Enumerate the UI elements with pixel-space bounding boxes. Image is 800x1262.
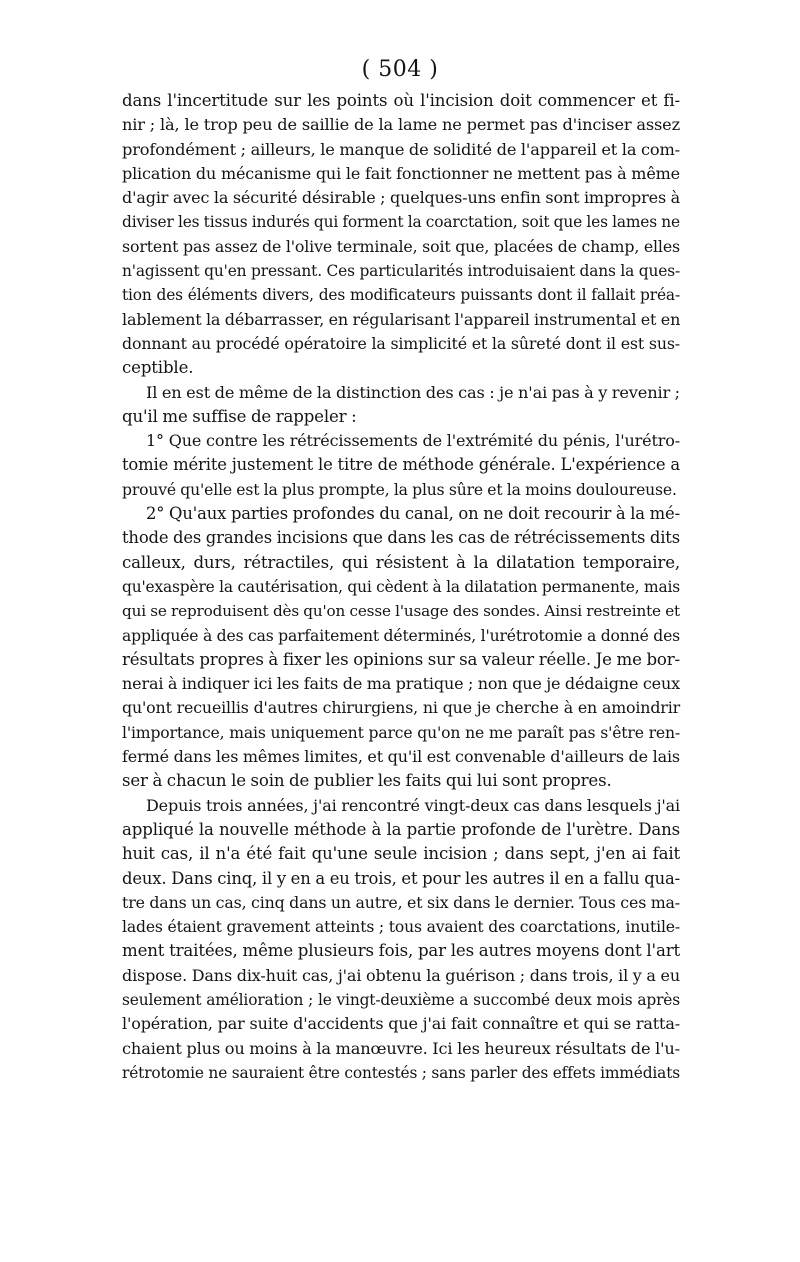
text-line: tomie mérite justement le titre de méthode générale. L'expérience a: [122, 455, 680, 475]
text-line: donnant au procédé opératoire la simplicité et la sûreté dont il est sus-: [122, 333, 680, 353]
text-line: résultats propres à fixer les opinions sur sa valeur réelle. Je me bor-: [122, 649, 680, 669]
text-line: chaient plus ou moins à la manœuvre. Ici les heureux résultats de l'u-: [122, 1038, 680, 1058]
text-line: Il en est de même de la distinction des cas : je n'ai pas à y revenir ;: [146, 382, 680, 402]
text-line: tion des éléments divers, des modificateurs puissants dont il fallait préa-: [122, 286, 680, 305]
text-line: l'opération, par suite d'accidents que j'ai fait connaître et qui se ratta-: [122, 1014, 680, 1034]
page-number: ( 504 ): [361, 57, 439, 82]
text-line: sortent pas assez de l'olive terminale, soit que, placées de champ, elles: [122, 236, 680, 256]
text-line: d'agir avec la sécurité désirable ; quelques-uns enfin sont impropres à: [122, 188, 680, 208]
body-text: [122, 89, 680, 1085]
text-line: tre dans un cas, cinq dans un autre, et six dans le dernier. Tous ces ma-: [122, 892, 680, 912]
text-line: 2° Qu'aux parties profondes du canal, on ne doit recourir à la mé-: [146, 504, 680, 524]
text-line: qu'il me suffise de rappeler :: [122, 406, 357, 426]
text-line: calleux, durs, rétractiles, qui résistent à la dilatation temporaire,: [122, 552, 680, 572]
text-line: huit cas, il n'a été fait qu'une seule incision ; dans sept, j'en ai fait: [122, 844, 680, 864]
text-line: rétrotomie ne sauraient être contestés ; sans parler des effets immédiats: [122, 1063, 680, 1082]
text-line: prouvé qu'elle est la plus prompte, la plus sûre et la moins douloureuse.: [122, 480, 677, 499]
text-line: qu'exaspère la cautérisation, qui cèdent à la dilatation permanente, mais: [122, 577, 680, 596]
text-line: fermé dans les mêmes limites, et qu'il est convenable d'ailleurs de lais: [122, 747, 680, 767]
text-line: qu'ont recueillis d'autres chirurgiens, ni que je cherche à en amoindrir: [122, 698, 680, 718]
text-line: l'importance, mais uniquement parce qu'on ne me paraît pas s'être ren-: [122, 723, 680, 742]
text-line: ment traitées, même plusieurs fois, par les autres moyens dont l'art: [122, 941, 680, 961]
text-line: nir ; là, le trop peu de saillie de la lame ne permet pas d'inciser assez: [122, 115, 680, 135]
text-line: nerai à indiquer ici les faits de ma pratique ; non que je dédaigne ceux: [122, 674, 680, 694]
text-line: appliqué la nouvelle méthode à la partie profonde de l'urètre. Dans: [122, 819, 680, 839]
text-line: lades étaient gravement atteints ; tous avaient des coarctations, inutile-: [122, 918, 680, 937]
text-line: lablement la débarrasser, en régularisant l'appareil instrumental et en: [122, 309, 681, 329]
text-line: ceptible.: [122, 358, 194, 378]
text-line: deux. Dans cinq, il y en a eu trois, et pour les autres il en a fallu qua-: [122, 868, 680, 888]
text-line: dans l'incertitude sur les points où l'incision doit commencer et fi-: [122, 91, 680, 110]
text-line: diviser les tissus indurés qui forment la coarctation, soit que les lames ne: [122, 213, 680, 232]
text-line: thode des grandes incisions que dans les cas de rétrécissements dits: [122, 528, 680, 548]
text-line: qui se reproduisent dès qu'on cesse l'usage des sondes. Ainsi restreinte et: [122, 602, 680, 621]
text-line: ser à chacun le soin de publier les faits qui lui sont propres.: [122, 771, 612, 791]
text-line: dispose. Dans dix-huit cas, j'ai obtenu la guérison ; dans trois, il y a eu: [122, 965, 680, 985]
text-line: appliquée à des cas parfaitement déterminés, l'urétrotomie a donné des: [122, 626, 680, 645]
text-line: profondément ; ailleurs, le manque de solidité de l'appareil et la com-: [122, 139, 680, 159]
text-line: 1° Que contre les rétrécissements de l'extrémité du pénis, l'urétro-: [146, 431, 680, 451]
text-line: Depuis trois années, j'ai rencontré vingt-deux cas dans lesquels j'ai: [146, 795, 680, 815]
text-line: plication du mécanisme qui le fait fonctionner ne mettent pas à même: [122, 163, 680, 183]
text-line: seulement amélioration ; le vingt-deuxième a succombé deux mois après: [122, 990, 680, 1009]
text-line: n'agissent qu'en pressant. Ces particularités introduisaient dans la ques-: [122, 262, 680, 281]
